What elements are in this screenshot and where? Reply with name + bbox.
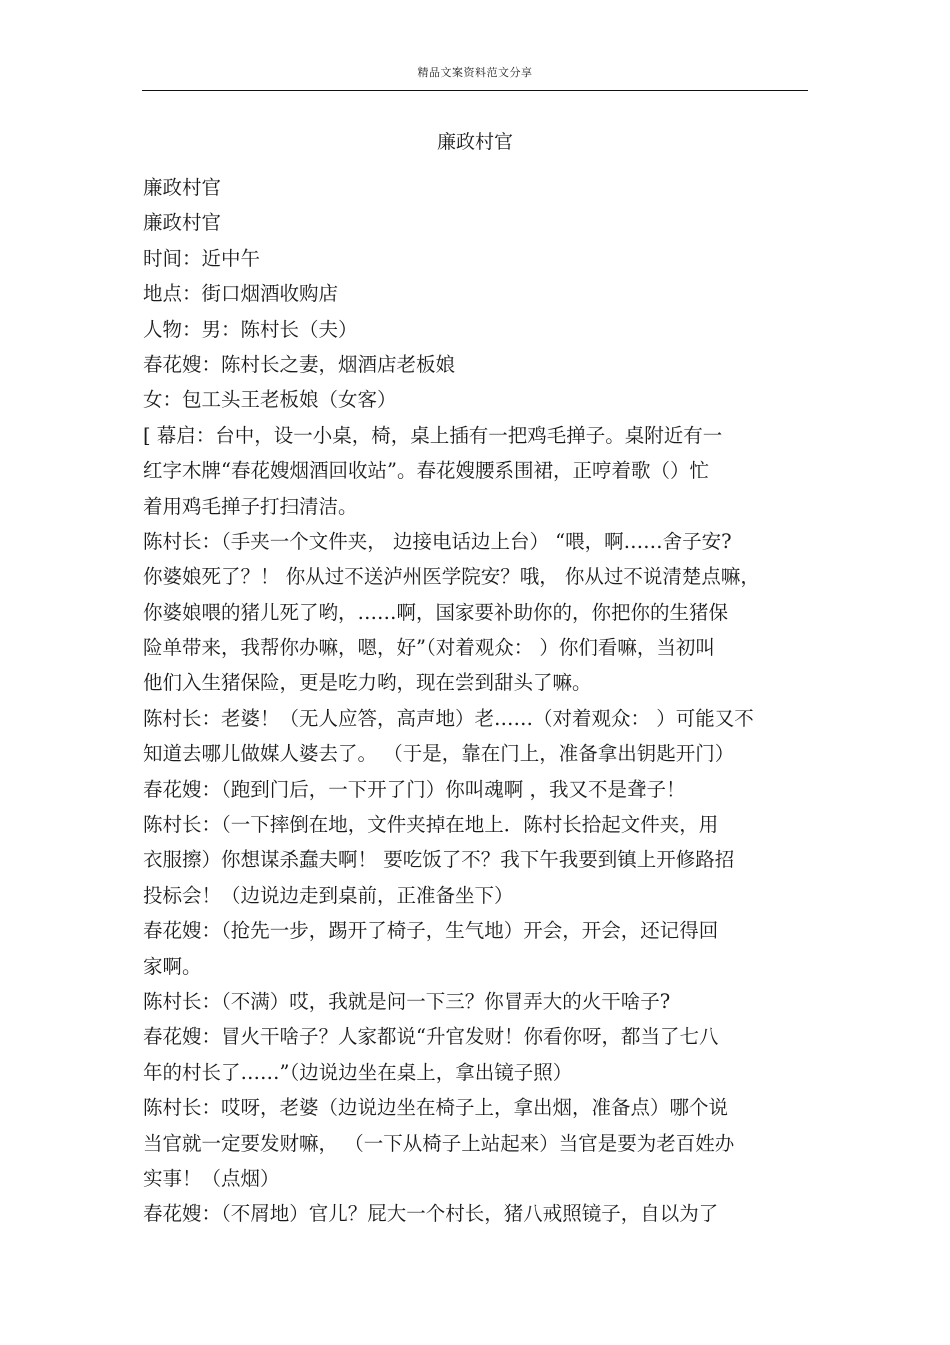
text-line: 春花嫂：冒火干啥子？人家都说“升官发财！你看你呀，都当了七八	[143, 1025, 719, 1049]
text-line: 时间：近中午	[143, 246, 261, 270]
text-line: 红字木牌“春花嫂烟酒回收站”。春花嫂腰系围裙，正哼着歌（）忙	[143, 459, 709, 483]
text-line: 陈村长：老婆！（无人应答，高声地）老……（对着观众： ）可能又不	[143, 706, 754, 730]
text-line: 投标会！（边说边走到桌前，正准备坐下）	[143, 883, 514, 907]
text-line: 当官就一定要发财嘛， （一下从椅子上站起来）当官是要为老百姓办	[143, 1131, 735, 1155]
text-line: 人物：男：陈村长（夫）	[143, 317, 358, 341]
text-line: [ 幕启：台中，设一小桌，椅，桌上插有一把鸡毛掸子。桌附近有一	[143, 423, 723, 447]
text-line: 险单带来，我帮你办嘛，嗯，好”（对着观众： ）你们看嘛，当初叫	[143, 636, 715, 660]
text-line: 衣服擦）你想谋杀蠢夫啊！ 要吃饭了不？我下午我要到镇上开修路招	[143, 848, 735, 872]
text-line: 陈村长：（不满）哎，我就是问一下三？你冒弄大的火干啥子?	[143, 989, 671, 1013]
text-line: 陈村长：哎呀，老婆（边说边坐在椅子上，拿出烟，准备点）哪个说	[143, 1096, 729, 1120]
text-line: 春花嫂：（跑到门后，一下开了门）你叫魂啊 ，我又不是聋子！	[143, 777, 686, 801]
text-line: 他们入生猪保险，更是吃力哟，现在尝到甜头了嘛。	[143, 671, 592, 695]
text-line: 你婆娘喂的猪儿死了哟，……啊，国家要补助你的，你把你的生猪保	[143, 600, 729, 624]
text-line: 陈村长：（一下摔倒在地，文件夹掉在地上．陈村长拾起文件夹，用	[143, 813, 719, 837]
text-line: 女：包工头王老板娘（女客）	[143, 388, 397, 412]
page-header: 精品文案资料范文分享	[417, 66, 533, 79]
text-line: 廉政村官	[143, 211, 222, 235]
header-rule	[142, 90, 808, 91]
text-line: 春花嫂：（抢先一步，踢开了椅子，生气地）开会，开会，还记得回	[143, 919, 719, 943]
text-line: 廉政村官	[143, 176, 222, 199]
document-title: 廉政村官	[436, 131, 513, 153]
text-line: 实事！（点烟）	[143, 1166, 280, 1190]
text-line: 陈村长：（手夹一个文件夹， 边接电话边上台） “喂，啊……舍子安?	[143, 529, 732, 553]
text-line: 着用鸡毛掸子打扫清洁。	[143, 494, 358, 518]
text-line: 你婆娘死了？！ 你从过不送泸州医学院安？哦， 你从过不说清楚点嘛，	[143, 565, 760, 589]
text-line: 春花嫂：（不屑地）官儿？屁大一个村长，猪八戒照镜子，自以为了	[143, 1202, 719, 1226]
text-line: 家啊。	[143, 954, 202, 978]
text-line: 知道去哪儿做媒人婆去了。 （于是，靠在门上，准备拿出钥匙开门）	[143, 742, 735, 766]
text-line: 年的村长了……”（边说边坐在桌上，拿出镜子照）	[143, 1060, 573, 1084]
document-body	[143, 170, 813, 1232]
text-line: 地点：街口烟酒收购店	[143, 282, 339, 306]
text-line: 春花嫂：陈村长之妻，烟酒店老板娘	[143, 352, 456, 376]
